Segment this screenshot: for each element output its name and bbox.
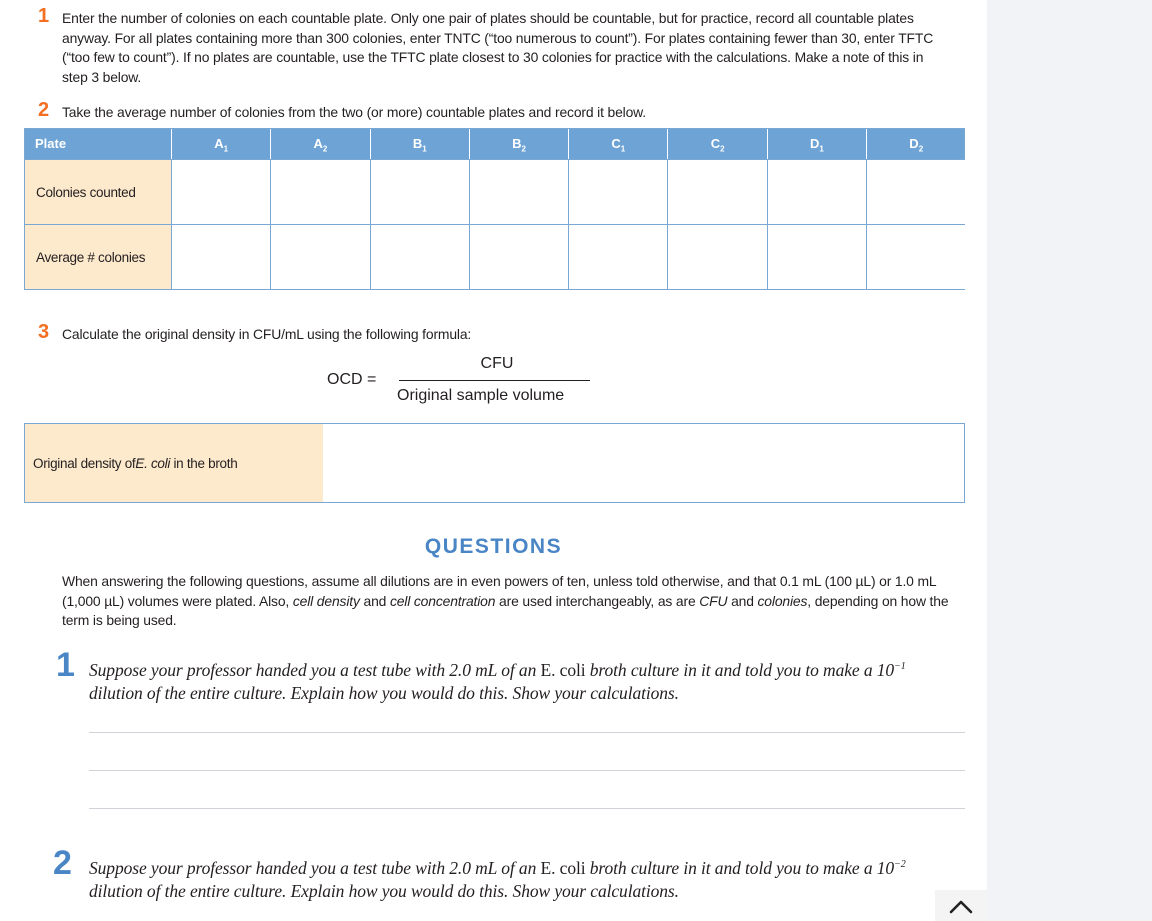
cell-average-a1[interactable] — [171, 225, 270, 289]
row-label-colonies-counted: Colonies counted — [25, 160, 171, 224]
row-label-average-colonies: Average # colonies — [25, 225, 171, 289]
table-header-b1: $B_1$ — [370, 129, 469, 159]
cell-average-b2[interactable] — [469, 225, 568, 289]
step-1-text: Enter the number of colonies on each countable plate. Only one pair of plates should be countable, but for practice, record all countable plates anyway. For all plates containing more than 300 colonies, enter TNTC (“too numerous to count”). For plates containing fewer than 30, enter TFTC (“too few to count”). If no plates are countable, use the TFTC plate closest to 30 colonies for practice with the calculations. Make a note of this in step 3 below. — [62, 10, 934, 85]
table-header-row — [25, 129, 964, 159]
cell-average-b1[interactable] — [370, 225, 469, 289]
step-2-text: Take the average number of colonies from the two (or more) countable plates and record it below. — [62, 104, 646, 120]
table-header-c1: $C_1$ — [568, 129, 667, 159]
table-header-c2: $C_2$ — [667, 129, 766, 159]
cell-colonies-c2[interactable] — [667, 160, 766, 224]
question-1-number: 1 — [56, 646, 75, 684]
answer-line-1b[interactable] — [89, 770, 965, 771]
cell-colonies-b2[interactable] — [469, 160, 568, 224]
original-density-box — [24, 423, 965, 503]
chevron-up-icon — [948, 898, 974, 914]
table-header-a2: $A_2$ — [270, 129, 369, 159]
fraction-bar — [399, 380, 590, 381]
table-header-d1: $D_1$ — [767, 129, 866, 159]
answer-line-1a[interactable] — [89, 732, 965, 733]
cell-average-c2[interactable] — [667, 225, 766, 289]
original-density-answer-field[interactable] — [323, 424, 964, 502]
cell-average-d2[interactable] — [866, 225, 965, 289]
cell-average-d1[interactable] — [767, 225, 866, 289]
step-3-number: 3 — [38, 321, 50, 343]
question-1-text: Suppose your professor handed you a test tube with 2.0 mL of an E. coli broth culture in it and told you to make a $10^{-1}$ dilution of the entire culture. Explain how you would do this. Show your calculations. — [89, 659, 906, 704]
cell-colonies-d2[interactable] — [866, 160, 965, 224]
cell-colonies-a1[interactable] — [171, 160, 270, 224]
colony-count-table — [24, 128, 965, 290]
step-3-text: Calculate the original density in CFU/mL using the following formula: — [62, 326, 472, 342]
scroll-to-top-button[interactable] — [935, 890, 987, 921]
original-density-label: Original density of E. coli in the broth — [25, 424, 323, 502]
table-header-plate: Plate — [35, 136, 67, 151]
formula-lhs: OCD = — [327, 371, 377, 388]
table-header-b2: $B_2$ — [469, 129, 568, 159]
table-row-average-colonies — [25, 224, 964, 289]
questions-intro: When answering the following questions, assume all dilutions are in even powers of ten, unless told otherwise, and that 0.1 mL (100 µL) or 1.0 mL (1,000 µL) volumes were plated. Also, cell density and cell concentration are used interchangeably, as are CFU and colonies, depending on how the term is being used. — [62, 573, 949, 629]
question-2-text: Suppose your professor handed you a test tube with 2.0 mL of an E. coli broth culture in it and told you to make a $10^{-2}$ dilution of the entire culture. Explain how you would do this. Show your calculations. — [89, 857, 906, 902]
formula-denominator: Original sample volume — [397, 387, 565, 404]
questions-heading: QUESTIONS — [424, 535, 563, 558]
cell-average-c1[interactable] — [568, 225, 667, 289]
table-header-d2: $D_2$ — [866, 129, 965, 159]
question-2-number: 2 — [53, 844, 72, 882]
table-row-colonies-counted — [25, 159, 964, 224]
step-1-number: 1 — [38, 5, 50, 27]
formula-numerator: CFU — [480, 355, 514, 372]
cell-average-a2[interactable] — [270, 225, 369, 289]
cell-colonies-d1[interactable] — [767, 160, 866, 224]
answer-line-1c[interactable] — [89, 808, 965, 809]
step-2-number: 2 — [38, 99, 50, 121]
table-header-a1: $A_1$ — [171, 129, 270, 159]
cell-colonies-a2[interactable] — [270, 160, 369, 224]
cell-colonies-c1[interactable] — [568, 160, 667, 224]
cell-colonies-b1[interactable] — [370, 160, 469, 224]
